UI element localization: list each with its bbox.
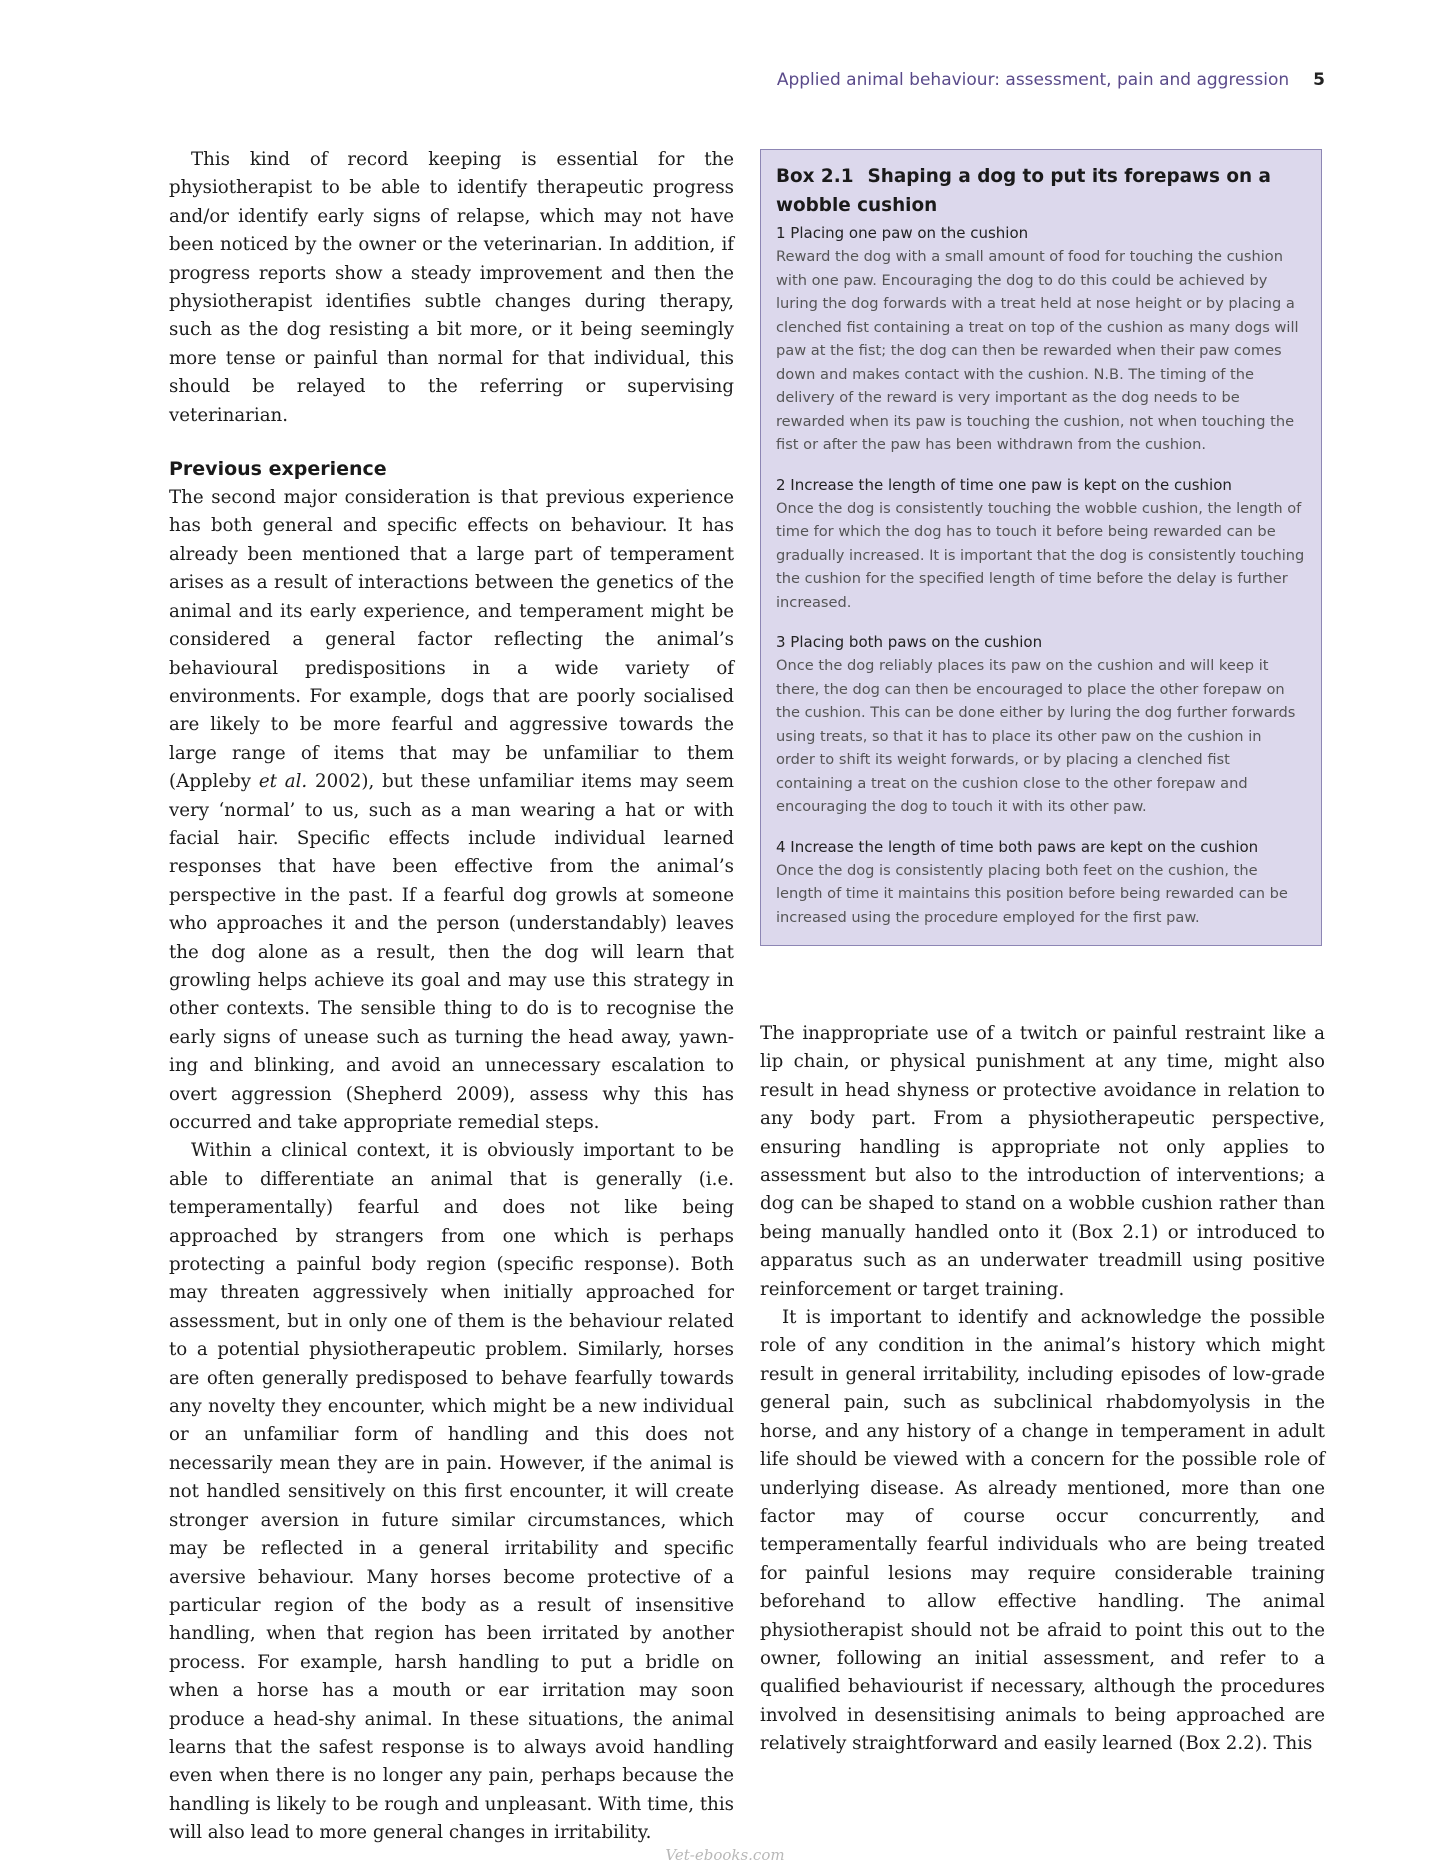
- paragraph-text: The second major consideration is that previous experience has both general and specific effects on behaviour. It has already been mentioned that a large part of temperament arises as a result of interactions between the genetics of the animal and its early experience, and temperament might be considered a general factor reflecting the animal’s behavioural predispositions in a wide variety of environments. For example, dogs that are poorly socialised are likely to be more fearful and aggressive towards the large range of items that may be unfamiliar to them (Appleby: [169, 487, 734, 793]
- section-heading-previous-experience: Previous experience: [169, 458, 387, 481]
- paragraph-clinical-context: Within a clinical context, it is obviously important to be able to differentiate an animal that is generally (i.e. temperamentally) fearful and does not like being approached by strangers from one which is perhaps protecting a painful body region (specific response). Both may threaten aggressively when initially approached for assessment, but in only one of them is the behaviour related to a potential physiotherapeutic problem. Similarly, horses are often generally predisposed to behave fearfully towards any novelty they encounter, which might be a new individual or an unfamiliar form of handling and this does not necessarily mean they are in pain. However, if the animal is not handled sensitively on this first encounter, it will create stronger aversion in future similar circumstances, which may be reflected in a general irritability and specific aversive behaviour. Many horses become protective of a particular region of the body as a result of insensitive handling, when that region has been irritated by another process. For example, harsh handling to put a bridle on when a horse has a mouth or ear irritation may soon produce a head-shy animal. In these situations, the animal learns that the safest response is to always avoid handling even when there is no longer any pain, perhaps because the handling is likely to be rough and unpleasant. With time, this will also lead to more general changes in irritability.: [169, 1140, 734, 1844]
- paragraph-text: 2002), but these unfamiliar items may seem very ‘normal’ to us, such as a man wearing a hat or with facial hair. Specific effects include individual learned responses that have been effective from the animal’s perspective in the past. If a fearful dog growls at someone who approaches it and the person (understandably) leaves the dog alone as a result, then the dog will learn that growling helps achieve its goal and may use this strategy in other contexts. The sensible thing to do is to recognise the early signs of unease such as turning the head away, yawning and blinking, and avoid an unnecessary escalation to overt aggression (Shepherd 2009), assess why this has occurred and take appropriate remedial steps.: [169, 771, 734, 1133]
- box-2-1: [760, 149, 1322, 946]
- box-title: [776, 162, 1305, 220]
- box-step: [776, 474, 1305, 615]
- box-step-heading: 1 Placing one paw on the cushion: [776, 224, 1029, 242]
- box-step-heading: 2 Increase the length of time one paw is kept on the cushion: [776, 475, 1232, 494]
- box-title-text: Shaping a dog to put its forepaws on a wobble cushion: [776, 166, 1271, 216]
- right-column: [760, 1020, 1325, 1759]
- box-step-heading: 3 Placing both paws on the cushion: [776, 633, 1043, 651]
- box-step-body: Reward the dog with a small amount of food for touching the cushion with one paw. Encouraging the dog to do this could be achieved by luring the dog forwards with a treat held at nose height or by placing a clenched fist containing a treat on top of the cushion as many dogs will paw at the fist; the dog can then be rewarded when their paw comes down and makes contact with the cushion. N.B. The timing of the delivery of the reward is very important as the dog needs to be rewarded when its paw is touching the cushion, not when touching the fist or after the paw has been withdrawn from the cushion.: [776, 248, 1299, 453]
- box-step-heading: 4 Increase the length of time both paws are kept on the cushion: [776, 837, 1259, 856]
- running-title: Applied animal behaviour: assessment, pain and aggression: [776, 70, 1290, 90]
- box-step: [776, 836, 1305, 930]
- paragraph-restraint: The inappropriate use of a twitch or painful restraint like a lip chain, or physical punishment at any time, might also result in head shyness or protective avoidance in relation to any body part. From a physiotherapeutic perspective, ensuring handling is appropriate not only applies to assessment but also to the introduction of interventions; a dog can be shaped to stand on a wobble cushion rather than being manually handled onto it (Box 2.1) or introduced to apparatus such as an underwater treadmill using positive reinforcement or target training.: [760, 1023, 1325, 1300]
- box-step: [776, 631, 1305, 819]
- paragraph-previous-experience: [169, 484, 734, 1137]
- box-step-body: Once the dog is consistently placing both feet on the cushion, the length of time it maintains this position before being rewarded can be increased using the procedure employed for the first paw.: [776, 861, 1288, 926]
- box-step: [776, 222, 1305, 457]
- page-number: 5: [1313, 70, 1325, 90]
- paragraph-condition-history: It is important to identify and acknowledge the possible role of any condition in the animal’s history which might result in general irritability, including episodes of low-grade general pain, such as subclinical rhabdomyolysis in the horse, and any history of a change in temperament in adult life should be viewed with a concern for the possible role of underlying disease. As already mentioned, more than one factor may of course occur concurrently, and temperamentally fearful individuals who are being treated for painful lesions may require considerable training beforehand to allow effective handling. The animal physiotherapist should not be afraid to point this out to the owner, following an initial assessment, and refer to a qualified behaviourist if necessary, although the procedures involved in desensitising animals to being approached are relatively straightforward and easily learned (Box 2.2). This: [760, 1307, 1325, 1755]
- italic-citation: et al.: [258, 771, 308, 793]
- left-column: [169, 146, 734, 1848]
- paragraph-record-keeping: This kind of record keeping is essential for the physiotherapist to be able to identify therapeutic progress and/or identify early signs of relapse, which may not have been noticed by the owner or the veterinarian. In addition, if progress reports show a steady improvement and then the physiotherapist identifies subtle changes during therapy, such as the dog resisting a bit more, or it being seemingly more tense or painful than normal for that individual, this should be relayed to the referring or supervising veterinarian.: [169, 149, 734, 426]
- box-number: Box 2.1: [776, 166, 854, 187]
- box-step-body: Once the dog reliably places its paw on the cushion and will keep it there, the dog can then be encouraged to place the other forepaw on the cushion. This can be done either by luring the dog further forwards using treats, so that it has to place its other paw on the cushion in order to shift its weight forwards, or by placing a clenched fist containing a treat on the cushion close to the other forepaw and encouraging the dog to touch it with its other paw.: [776, 657, 1296, 815]
- box-step-body: Once the dog is consistently touching the wobble cushion, the length of time for which the dog has to touch it before being rewarded can be gradually increased. It is important that the dog is consistently touching the cushion for the specified length of time before the delay is further increased.: [776, 499, 1305, 611]
- watermark-logo: Vet-ebooks.com: [665, 1846, 785, 1864]
- running-head: [525, 70, 1325, 90]
